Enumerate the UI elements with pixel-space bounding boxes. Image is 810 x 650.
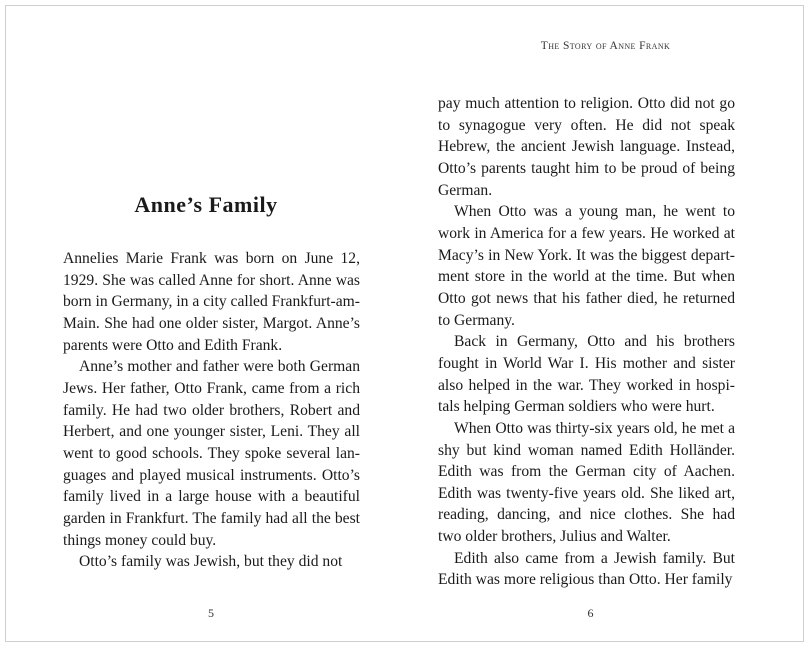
paragraph: Anne’s mother and father were both German Jews. Her father, Otto Frank, came from a rich family. He had two older brothers, Robert and Herbert, and one younger sister, Leni. They all went to good schools. They spoke several languages and played musical instruments. Otto’s family lived in a large house with a beautiful garden in Frankfurt. The family had all the best things money could buy. — [63, 358, 360, 549]
paragraph: Otto’s family was Jewish, but they did not — [79, 553, 343, 571]
paragraph: Edith also came from a Jewish family. But Edith was more religious than Otto. Her family — [438, 549, 735, 589]
right-page-body — [438, 93, 735, 591]
left-page — [6, 6, 406, 641]
paragraph: When Otto was a young man, he went to work in America for a few years. He worked at Macy’s in New York. It was the biggest department store in the world at the time. But when Otto got news that his father died, he returned to Germany. — [438, 203, 735, 329]
right-page — [406, 6, 805, 641]
page-number: 5 — [208, 606, 214, 620]
running-header: The Story of Anne Frank — [540, 40, 671, 52]
page-number: 6 — [587, 606, 594, 620]
chapter-title: Anne’s Family — [134, 191, 278, 217]
paragraph: Back in Germany, Otto and his brothers fought in World War I. His mother and sister also helped in the war. They worked in hospitals helping German soldiers who were hurt. — [438, 333, 735, 416]
paragraph: Annelies Marie Frank was born on June 12, 1929. She was called Anne for short. Anne was born in Germany, in a city called Frankfurt-am-Main. She had one older sister, Margot. Anne’s parents were Otto and Edith Frank. — [63, 250, 360, 354]
paragraph: When Otto was thirty-six years old, he met a shy but kind woman named Edith Holländer. Edith was from the German city of Aachen. Edith was twenty-five years old. She liked art, reading, dancing, and nice clothes. She had two older brothers, Julius and Walter. — [438, 419, 735, 546]
left-page-body — [63, 248, 360, 573]
paragraph: pay much attention to religion. Otto did not go to synagogue very often. He did not speak Hebrew, the ancient Jewish language. Instead, Otto’s parents taught him to be proud of being German. — [438, 95, 735, 199]
book-spread — [5, 5, 804, 642]
